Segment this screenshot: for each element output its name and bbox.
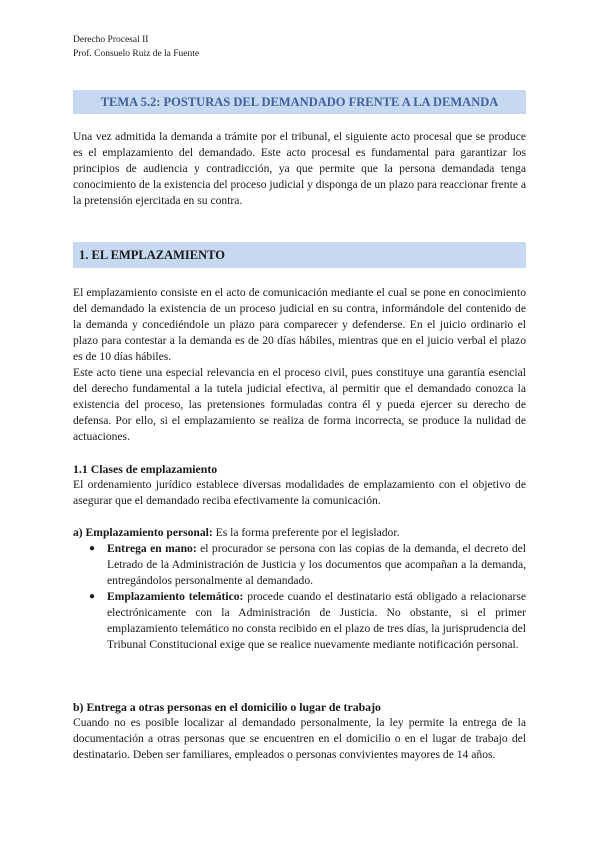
bullet-icon: ● (89, 591, 96, 602)
item-a-text: Es la forma preferente por el legislador. (212, 526, 400, 539)
bullet-label: Emplazamiento telemático: (107, 590, 244, 603)
bullet-label: Entrega en mano: (107, 542, 197, 555)
item-b-paragraph: Cuando no es posible localizar al demandado personalmente, la ley permite la entrega de la documentación a otras personas que se encuentren en el domicilio o en el lugar de trabajo del destinatario. Deben ser familiares, empleados o personas convivientes mayores de 14 años. (73, 716, 526, 761)
section-paragraph-2: Este acto tiene una especial relevancia en el proceso civil, pues constituye una garantía esencial del derecho fundamental a la tutela judicial efectiva, al permitir que el demandado conozca la existencia del proceso, las pretensiones formuladas contra él y pueda ejercer su derecho de defensa. Por ello, si el emplazamiento se realiza de forma incorrecta, se produce la nulidad de actuaciones. (73, 366, 526, 443)
list-item (73, 589, 526, 653)
intro-paragraph: Una vez admitida la demanda a trámite por el tribunal, el siguiente acto procesal que se produce es el emplazamiento del demandado. Este acto procesal es fundamental para garantizar los principios de audiencia y contradicción, ya que permite que la persona demandada tenga conocimiento de la existencia del proceso judicial y disponga de un plazo para reaccionar frente a la pretensión ejercitada en su contra. (73, 130, 526, 207)
item-a (73, 525, 526, 541)
course-name: Derecho Procesal II (73, 35, 149, 45)
bullet-text: procede cuando el destinatario está obligado a relacionarse electrónicamente con la Administración de Justicia. No obstante, si el primer emplazamiento telemático no consta recibido en el plazo de tres días, la jurisprudencia del Tribunal Constitucional exige que se realice nuevamente mediante notificación personal. (107, 590, 526, 651)
item-b-heading: b) Entrega a otras personas en el domicilio o lugar de trabajo (73, 700, 381, 714)
subsection-paragraph: El ordenamiento jurídico establece diversas modalidades de emplazamiento con el objetivo de asegurar que el demandado reciba efectivamente la comunicación. (73, 478, 526, 507)
item-a-bullet-list (73, 541, 526, 653)
section-heading: 1. EL EMPLAZAMIENTO (73, 242, 526, 268)
document-title: TEMA 5.2: POSTURAS DEL DEMANDADO FRENTE A LA DEMANDA (73, 90, 526, 114)
list-item (73, 541, 526, 589)
professor-name: Prof. Consuelo Ruiz de la Fuente (73, 49, 200, 59)
item-a-label: a) Emplazamiento personal: (73, 526, 213, 539)
bullet-text: el procurador se persona con las copias de la demanda, el decreto del Letrado de la Administración de Justicia y los documentos que acompañan a la demanda, entregándolos personalmente al demandado. (107, 542, 527, 587)
subsection-heading: 1.1 Clases de emplazamiento (73, 462, 218, 476)
bullet-icon: ● (89, 543, 96, 554)
page-header (73, 33, 199, 61)
section-paragraph-1: El emplazamiento consiste en el acto de comunicación mediante el cual se pone en conocimiento del demandado la existencia de un proceso judicial en su contra, informándole del contenido de la demanda y concediéndole un plazo para comparecer y defenderse. En el juicio ordinario el plazo para contestar a la demanda es de 20 días hábiles, mientras que en el juicio verbal el plazo es de 10 días hábiles. (73, 286, 526, 363)
